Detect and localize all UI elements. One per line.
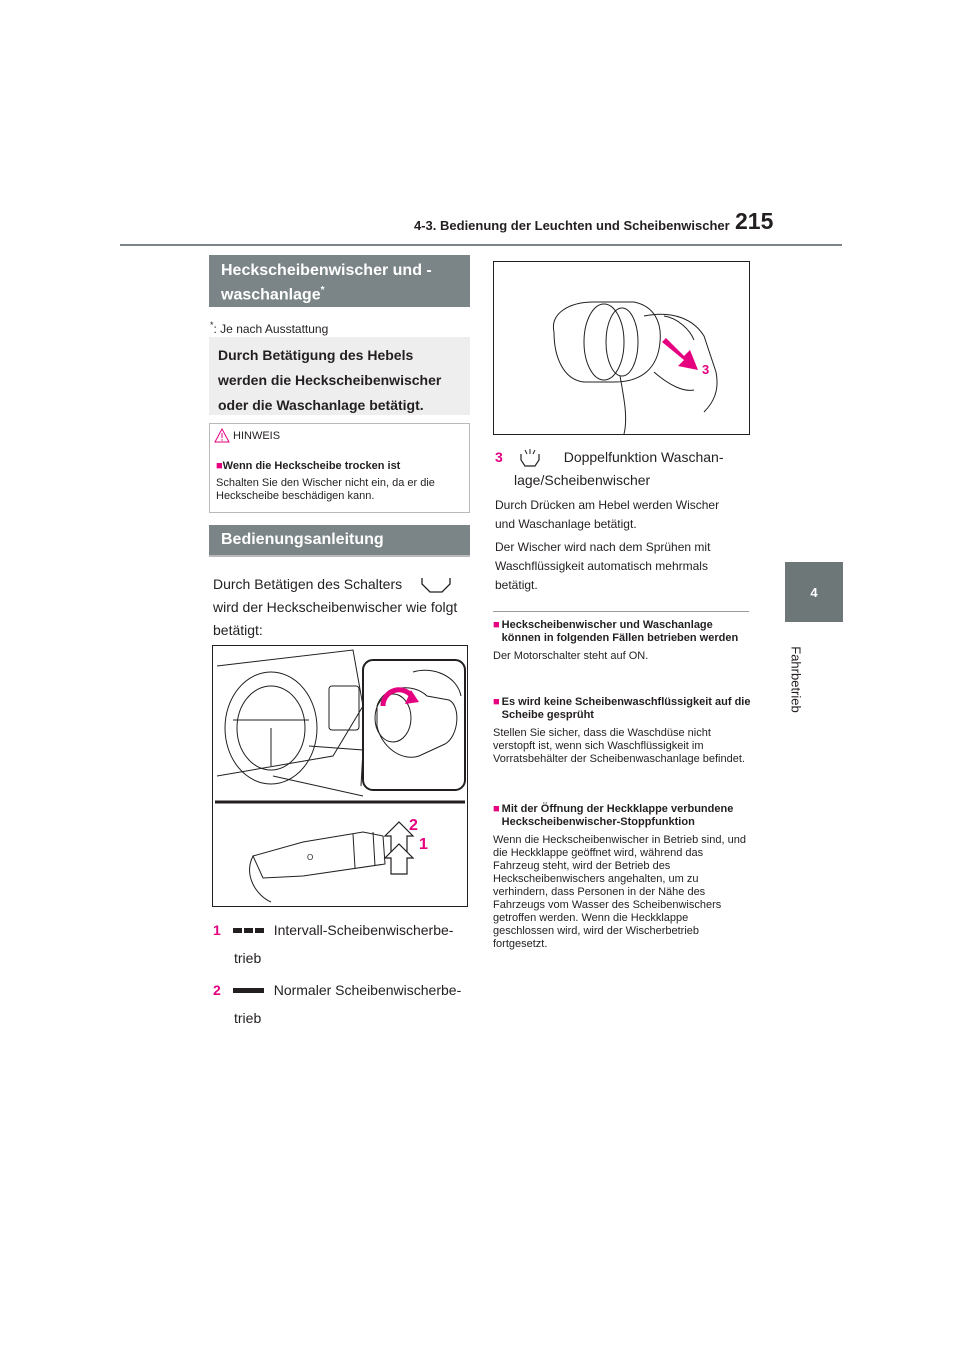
bullet-operation-conditions [493,619,751,663]
body-line-2: wird der Heckscheibenwischer wie folgt betätigt: [213,599,458,638]
item-1-text-b: trieb [234,950,262,966]
bullet-1-heading-text: Heckscheibenwischer und Waschanlage können in folgenden Fällen betrieben werden [501,619,739,644]
footnote [210,320,328,336]
figure-label-2: 2 [409,817,418,834]
bullet-no-fluid [493,696,751,766]
item-2 [213,982,461,1000]
bullet-square-icon: ■ [493,696,500,708]
chapter-tab: 4 [785,562,843,622]
normal-wiper-icon [233,986,265,996]
washer-paragraph-1 [495,496,745,534]
washer-drawing [494,262,749,434]
para2-line-c: betätigt. [495,578,538,592]
item-1-text-a: Intervall-Scheibenwischerbe- [273,922,454,938]
bullet-square-icon: ■ [216,460,223,472]
para1-line-b: und Waschanlage betätigt. [495,517,637,531]
bullet-3-text: Wenn die Heckscheibenwischer in Betrieb sind, und die Heckklappe geöffnet wird, während das Fahrzeug steht, wird der Betrieb des Heckscheibenwischers angehalten, um zu verhindern, dass Personen in der Nähe des Fahrzeugs vom Wasser des Scheibenwischers getroffen werden. Wenn die Heckklappe geschlossen wird, wird der Wischerbetrieb fortgesetzt. [493,834,746,950]
notice-label: HINWEIS [233,430,281,442]
bullet-square-icon: ■ [493,803,500,815]
item-1-number: 1 [213,922,221,938]
washer-wiper-icon [519,448,541,468]
item-2-text-b: trieb [234,1010,262,1026]
rear-wiper-switch-icon [420,576,452,594]
section-title-rear-wiper [209,255,470,307]
page-number: 215 [735,208,774,234]
instructions-paragraph [213,573,469,642]
bullet-tailgate-stop [493,803,751,951]
svg-text:O: O [307,853,314,862]
bullet-square-icon: ■ [493,619,500,631]
bullet-3-heading [493,803,751,829]
item-3-text-a: Doppelfunktion Waschan- [563,449,724,466]
figure-label-3: 3 [702,362,710,377]
washer-paragraph-2 [495,538,745,595]
section-title-instructions: Bedienungsanleitung [209,525,470,557]
notice-subtitle [216,460,400,472]
notice-box [209,423,470,513]
notice-text: Schalten Sie den Wischer nicht ein, da er die Heckscheibe beschädigen kann. [216,477,435,502]
notice-subtitle-text: Wenn die Heckscheibe trocken ist [222,460,401,472]
item-3-text-b: lage/Scheibenwischer [514,472,651,488]
item-3 [495,448,724,468]
item-2-number: 2 [213,982,221,998]
warning-triangle-icon [214,428,230,443]
bullet-2-heading-text: Es wird keine Scheibenwaschflüssigkeit auf die Scheibe gesprüht [501,696,751,721]
chapter-label [774,632,814,742]
para2-line-a: Der Wischer wird nach dem Sprühen mit [495,540,711,554]
item-2-text-a: Normaler Scheibenwischerbe- [273,982,462,998]
bullet-2-heading [493,696,751,722]
chapter-header-title: 4-3. Bedienung der Leuchten und Scheibenwischer [414,218,730,233]
bullet-1-text: Der Motorschalter steht auf ON. [493,650,649,662]
para1-line-a: Durch Drücken am Hebel werden Wischer [495,498,720,512]
para2-line-b: Waschflüssigkeit automatisch mehrmals [495,559,708,573]
bullet-1-heading [493,619,751,645]
body-line-1: Durch Betätigen des Schalters [213,576,403,592]
intermittent-wiper-icon [233,926,265,936]
item-3-number: 3 [495,449,503,466]
washer-illustration [493,261,750,435]
section-title-text: Heckscheibenwischer und -waschanlage [221,262,432,304]
bullet-3-heading-text: Mit der Öffnung der Heckklappe verbundene Heckscheibenwischer-Stoppfunktion [501,803,734,828]
lever-illustration [212,645,468,907]
footnote-mark: * [210,320,214,330]
header-divider [120,244,842,246]
bullet-2-text: Stellen Sie sicher, dass die Waschdüse nicht verstopft ist, wenn sich Waschflüssigkeit im Vorratsbehälter der Scheibenwaschanlage befindet. [493,727,745,765]
item-1 [213,922,453,940]
lever-drawing [213,646,467,906]
section-divider [493,611,749,612]
footnote-marker: * [320,285,325,296]
figure-label-1: 1 [419,836,428,853]
footnote-text: : Je nach Ausstattung [213,322,329,336]
chapter-label-text: Fahrbetrieb [788,646,804,713]
intro-box: Durch Betätigung des Hebels werden die Heckscheibenwischer oder die Waschanlage betätigt. [209,337,470,415]
